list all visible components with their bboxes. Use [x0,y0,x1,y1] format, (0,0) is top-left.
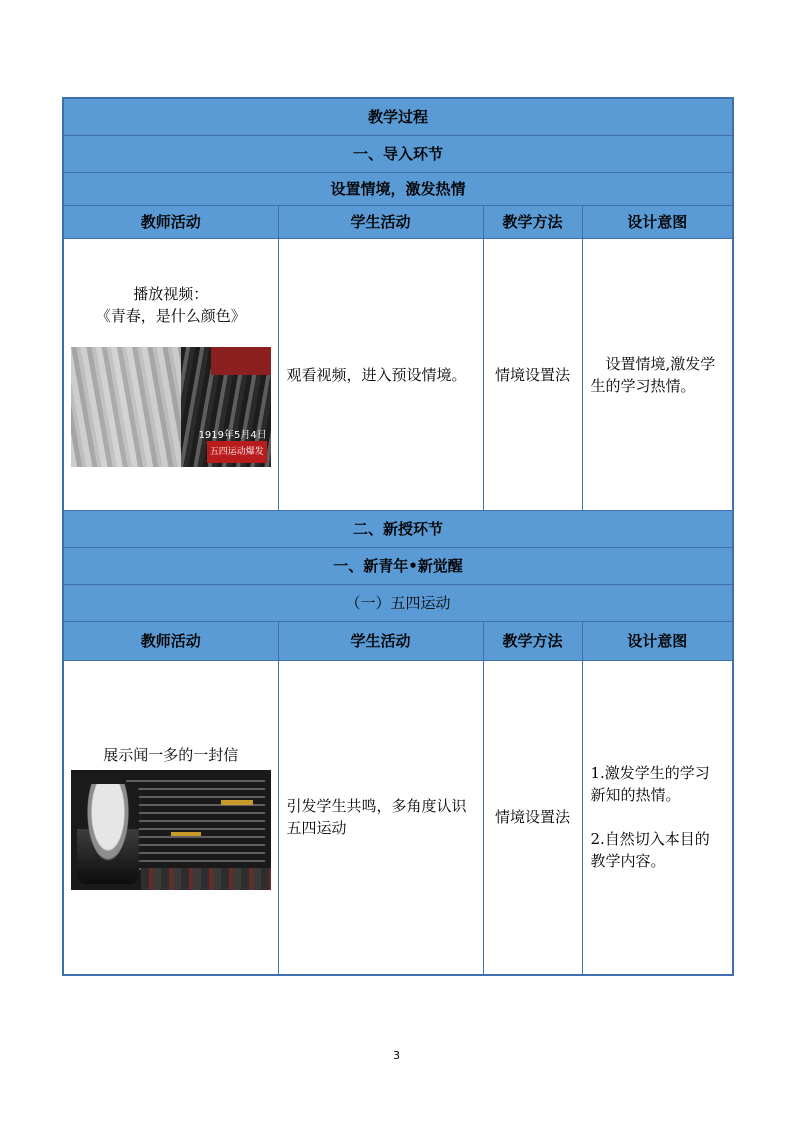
section1-title: 一、导入环节 [63,136,733,173]
header-design-intent: 设计意图 [582,206,733,239]
letter-caption: 展示闻一多的一封信 [103,746,239,765]
section1-method-cell: 情境设置法 [483,239,582,511]
section1-subtitle: 设置情境，激发热情 [63,173,733,206]
section2-teacher-cell [63,661,278,975]
wen-yiduo-letter-image [71,770,271,890]
section2-intent-cell [582,661,733,975]
video-still-image [71,347,271,467]
section2-title: 二、新授环节 [63,511,733,548]
section2-method-cell: 情境设置法 [483,661,582,975]
header-student-activity: 学生活动 [278,206,483,239]
section1-teacher-cell [63,239,278,511]
header-teacher-activity: 教师活动 [63,206,278,239]
section2-topic: （一）五四运动 [63,585,733,622]
teaching-process-table [62,97,734,976]
header-teacher-activity-2: 教师活动 [63,622,278,661]
section1-student-cell: 观看视频，进入预设情境。 [278,239,483,511]
image-date-text: 1919年5月4日 [198,429,267,441]
image-caption-text: 五四运动爆发 [207,441,267,463]
video-title: 《青春，是什么颜色》 [95,306,246,325]
portrait-figure [77,784,139,884]
section2-student-cell: 引发学生共鸣，多角度认识五四运动 [278,661,483,975]
intent-item: 2.自然切入本目的教学内容。 [590,830,710,871]
header-student-activity-2: 学生活动 [278,622,483,661]
page-number: 3 [393,1049,400,1062]
section1-intent-cell: 设置情境,激发学生的学习热情。 [582,239,733,511]
header-teaching-method: 教学方法 [483,206,582,239]
header-teaching-method-2: 教学方法 [483,622,582,661]
process-title: 教学过程 [63,98,733,136]
teacher-instruction: 播放视频： [133,284,209,303]
section2-subtitle: 一、新青年•新觉醒 [63,548,733,585]
header-design-intent-2: 设计意图 [582,622,733,661]
intent-item: 1.激发学生的学习新知的热情。 [590,764,710,805]
